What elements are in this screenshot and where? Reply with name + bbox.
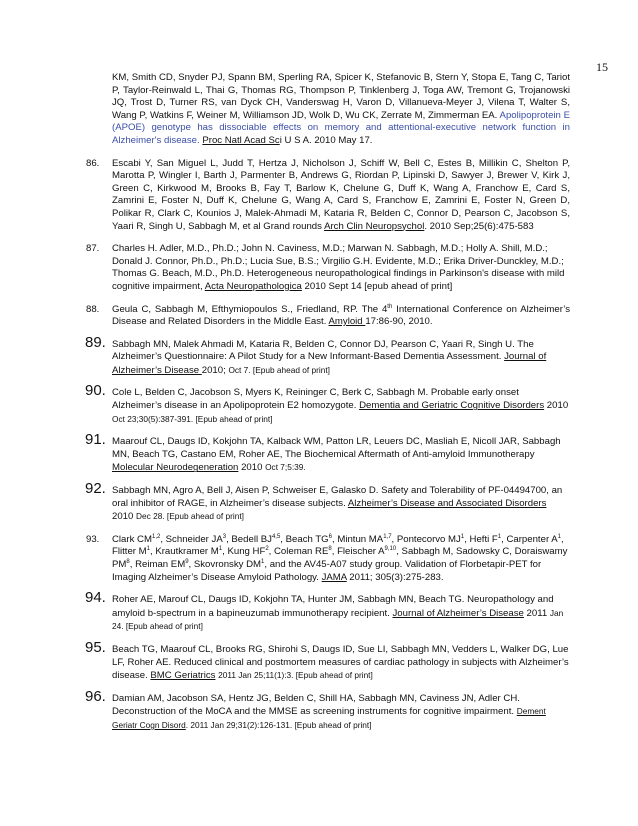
- reference-86: [86, 158, 570, 234]
- reference-number: 90.: [85, 382, 106, 400]
- reference-90: [85, 382, 570, 426]
- reference-citation: i U S A. 2010 May 17.: [279, 134, 373, 146]
- reference-citation: 2010;: [201, 364, 229, 376]
- reference-citation: 2010: [112, 511, 137, 523]
- reference-journal[interactable]: JAMA: [321, 571, 347, 583]
- reference-number: 92.: [85, 480, 106, 498]
- page-number: 15: [596, 60, 608, 74]
- reference-citation: 17:86-90, 2010.: [365, 316, 433, 328]
- reference-89: [85, 333, 570, 378]
- reference-journal[interactable]: Journal of Alzheimer’s Disease: [392, 607, 524, 619]
- reference-text: Cole L, Belden C, Jacobson S, Myers K, Reininger C, Berk C, Sabbagh M. Probable early onset Alzheimer’s disease in an Apolipoprotein E2 homozygote.: [112, 387, 519, 412]
- reference-epub-note: Oct 23;30(5):387-391. [Epub ahead of print]: [112, 413, 273, 424]
- reference-journal[interactable]: Arch Clin Neuropsychol: [324, 220, 425, 232]
- reference-text: Clark CM$^{1,2}$, Schneider $JA^3$, Bedell BJ$^{4,5}$, Beach $TG^6$, Mintun MA$^{1,7}$, Pontecorvo $MJ^1$, Hefti $F^1$, Carpenter $A^1$, Flitter $M^1$, Krautkramer $M^1$, Kung $HF^2$, Coleman $RE^8$, Fleischer A$^{9,10}$, Sabbagh M, Sadowsky C, Doraiswamy $PM^8$, Reiman $EM^9$, Skovronsky $DM^1$, and the AV45-A07 study group. Validation of Florbetapir-PET for Imaging Alzheimer’s Disease Amyloid Pathology.: [112, 533, 568, 583]
- reference-citation: 2010 Sept 14 [epub ahead of print]: [301, 280, 453, 292]
- reference-journal[interactable]: Journal of Alzheimer’s Disease: [112, 351, 547, 376]
- reference-text: Beach TG, Maarouf CL, Brooks RG, Shirohi S, Daugs ID, Sue LI, Sabbagh MN, Vedders L, Walker DG, Lue LF, Roher AE. Reduced clinical and postmortem measures of cardiac pathology in subjects with Alzheimer’s disease.: [112, 643, 569, 682]
- reference-text: Maarouf CL, Daugs ID, Kokjohn TA, Kalback WM, Patton LR, Leuers DC, Masliah E, Nicoll JAR, Sabbagh MN, Beach TG, Castano EM, Roher AE, The Biochemical Aftermath of Anti-amyloid Immunotherapy: [112, 436, 561, 460]
- reference-epub-note: Oct 7;5:39.: [265, 462, 306, 473]
- reference-journal[interactable]: Molecular Neurodegeneration: [112, 462, 239, 474]
- reference-95: [85, 638, 570, 683]
- reference-number: 95.: [85, 638, 106, 656]
- reference-number: 87.: [86, 243, 100, 255]
- reference-87: [86, 243, 570, 293]
- reference-text: Sabbagh MN, Agro A, Bell J, Aisen P, Schweiser E, Galasko D. Safety and Tolerability of PF-04494700, an oral inhibitor of RAGE, in Alzheimer’s disease subjects.: [112, 485, 563, 509]
- reference-title-link[interactable]: Apolipoprotein E (APOE) genotype has dissociable effects on memory and attentional-executive network function in Alzheimer's disease.: [112, 109, 571, 146]
- reference-text: Damian AM, Jacobson SA, Hentz JG, Belden C, Shill HA, Sabbagh MN, Caviness JN, Adler CH. Deconstruction of the MoCA and the MMSE as screening instruments for cognitive impairment.: [112, 692, 520, 718]
- reference-92: [85, 480, 570, 524]
- reference-authors: KM, Smith CD, Snyder PJ, Spann BM, Sperling RA, Spicer K, Stefanovic B, Stern Y, Stopa E, Tang C, Tariot P, Taylor-Reinwald L, Thai G, Thomas RG, Thompson P, Tinklenberg J, Toga AW, Tremont G, Trojanowski JQ, Trost D, Turner RS, van Dyck CH, Vanderswag H, Varon D, Villanueva-Meyer J, Vilena T, Walter S, Wang P, Watkins F, Weiner M, Williamson JD, Wolk D, Wu CK, Zerrate M, Zimmerman EA.: [112, 72, 570, 121]
- reference-citation: 2010: [238, 462, 266, 474]
- reference-88: [86, 304, 570, 329]
- reference-journal[interactable]: Proc Natl Acad Sc: [202, 134, 280, 146]
- reference-journal[interactable]: Acta Neuropathologica: [204, 280, 302, 292]
- reference-list: [86, 72, 570, 743]
- reference-citation: 2011: [523, 607, 550, 619]
- reference-epub-note: Oct 7. [Epub ahead of print]: [228, 364, 330, 375]
- reference-journal[interactable]: Alzheimer’s Disease and Associated Disorders: [347, 497, 547, 509]
- reference-number: 96.: [85, 687, 106, 705]
- reference-citation: .: [185, 719, 191, 730]
- reference-epub-note: 2011 Jan 29;31(2):126-131. [Epub ahead of print]: [190, 719, 372, 730]
- reference-citation: 2011; 305(3):275-283.: [346, 571, 444, 583]
- reference-number: 94.: [85, 589, 106, 607]
- reference-text: Geula C, Sabbagh M, Efthymiopoulos S., Friedland, RP. The 4: [112, 303, 388, 315]
- reference-number: 86.: [86, 157, 100, 169]
- reference-citation: . 2010 Sep;25(6):475-583: [424, 220, 534, 232]
- reference-epub-note: Jan 24. [Epub ahead of print]: [112, 607, 564, 632]
- reference-journal[interactable]: Amyloid: [328, 316, 366, 328]
- reference-text: Sabbagh MN, Malek Ahmadi M, Kataria R, Belden C, Connor DJ, Pearson C, Yaari R, Singh U. The Alzheimer’s Questionnaire: A Pilot Study for a New Informant-Based Dementia Assessment.: [112, 338, 534, 363]
- superscript: th: [387, 303, 393, 310]
- reference-journal[interactable]: Dement Geriatr Cogn Disord: [112, 706, 546, 730]
- reference-text: Escabi Y, San Miguel L, Judd T, Hertza J, Nicholson J, Schiff W, Bell C, Estes B, Millikin C, Shelton P, Marotta P, Wingler I, Barth J, Parmenter B, Andrews G, Riordan P, Lipinski D, Sawyer J, Brewer V, Kirk J, Green C, Kirkwood M, Brooks B, Fay T, Barlow K, Chelune G, Duff K, Wang A, Franchow E, Card S, Zamrini E, Foster N, Duff K, Chelune G, Wang A, Card S, Franchow E, Zamrini E, Foster N, Green D, Polikar R, Clark C, Kounios J, Malek-Ahmadi M, Kataria R, Belden C, Connor D, Pearson C, Jacobson S, Yaari R, Singh U, Sabbagh M, et al Grand rounds: [112, 157, 570, 232]
- reference-91: [85, 431, 570, 475]
- reference-number: 89.: [85, 333, 106, 351]
- reference-number: 88.: [86, 303, 100, 315]
- reference-text: Charles H. Adler, M.D., Ph.D.; John N. Caviness, M.D.; Marwan N. Sabbagh, M.D.; Holly A. Shill, M.D.; Donald J. Connor, Ph.D., Ph.D.; Lucia Sue, B.S.; Virgilio G.H. Evidente, M.D.; Erika Driver-Dunckley, M.D.; Thomas G. Beach, M.D., Ph.D. Heterogeneous neuropathological findings in Parkinson's disease with mild cognitive impairment,: [112, 243, 565, 292]
- reference-number: 93.: [86, 533, 100, 545]
- reference-number: 91.: [85, 431, 106, 449]
- reference-journal[interactable]: BMC Geriatrics: [150, 670, 216, 682]
- reference-epub-note: 2011 Jan 25;11(1):3. [Epub ahead of print]: [218, 670, 373, 681]
- reference-epub-note: Dec 28. [Epub ahead of print]: [136, 511, 244, 522]
- reference-94: [85, 589, 570, 634]
- reference-text-continued: International Conference on Alzheimer’s Disease and Related Disorders in the Middle East.: [112, 303, 570, 328]
- reference-citation: 2010: [544, 400, 569, 412]
- reference-93: [86, 534, 570, 584]
- reference-96: [85, 687, 570, 733]
- reference-journal[interactable]: Dementia and Geriatric Cognitive Disorders: [359, 400, 545, 412]
- reference-continuation: [86, 72, 570, 148]
- reference-text: Roher AE, Marouf CL, Daugs ID, Kokjohn TA, Hunter JM, Sabbagh MN, Beach TG. Neuropathology and amyloid b-spectrum in a bapineuzumab immunotherapy recipient.: [112, 594, 554, 619]
